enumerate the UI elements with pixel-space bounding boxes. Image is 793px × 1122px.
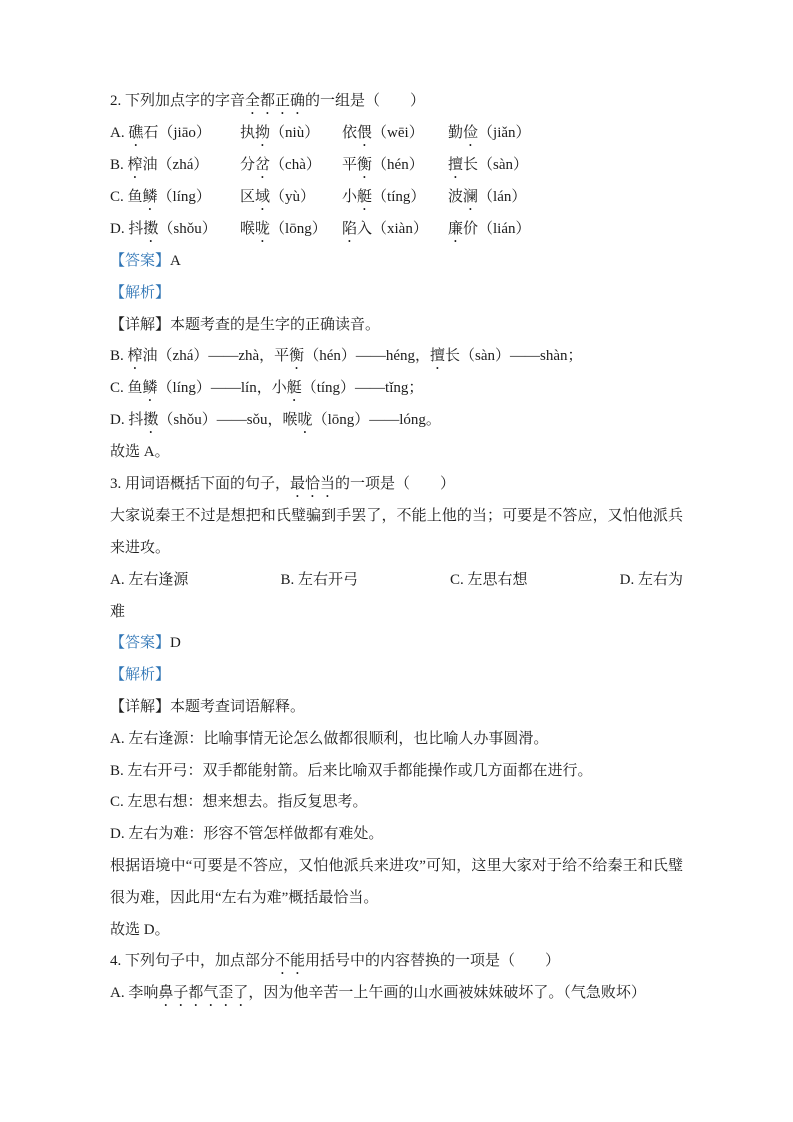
q2-conclusion [110, 437, 683, 469]
exam-content [110, 86, 683, 1010]
text-segment: 区 [240, 189, 256, 205]
q2-option-a [110, 118, 683, 150]
emphasis-dotted-text: 岔 [255, 157, 271, 173]
text-segment: （tíng） [372, 189, 426, 205]
option-column [450, 565, 528, 597]
option-column [240, 150, 342, 182]
text-segment: 的一项是（ ） [335, 476, 456, 493]
q3-explain-a [110, 724, 683, 756]
text-segment: 执 [240, 125, 256, 141]
q2-correction-c [110, 373, 683, 405]
option-column [110, 118, 240, 150]
text-segment: B. [110, 157, 128, 173]
text-segment: C. 鱼 [110, 189, 143, 205]
option-column [110, 214, 240, 246]
emphasis-dotted-text: 擅 [448, 157, 464, 173]
text-segment: 石（jiāo） [143, 125, 211, 141]
q4-title [110, 946, 683, 978]
q2-option-d [110, 214, 683, 246]
text-segment: 油（zhá） [142, 157, 209, 173]
q3-options [110, 565, 683, 597]
text-segment: 的一组是（ ） [305, 93, 426, 109]
text-segment: （jiǎn） [478, 125, 531, 141]
q2-option-b [110, 150, 683, 182]
text-segment: 用括号中的内容替换的一项是（ ） [305, 953, 561, 970]
text-segment: （niù） [270, 125, 320, 141]
text-segment: 价（lián） [463, 221, 531, 237]
text-segment: 分 [240, 157, 256, 173]
text-segment: 故选 A。 [110, 444, 170, 461]
q3-passage [110, 501, 683, 565]
text-segment: （wēi） [372, 125, 424, 141]
q3-explain-d [110, 819, 683, 851]
label-tag: 【解析】 [110, 667, 171, 684]
text-segment: A. [110, 125, 129, 141]
text-segment: B. [110, 348, 128, 365]
option-column [240, 118, 342, 150]
text-segment: ，因为他辛苦一上午画的山水画被妹妹破坏了。（气急败坏） [248, 985, 646, 1002]
emphasis-dotted-text: 衡 [289, 348, 305, 365]
emphasis-dotted-text: 擅 [430, 348, 446, 365]
text-segment: （líng） [157, 189, 211, 205]
text-segment: 难 [110, 603, 126, 620]
text-segment: A. 左右逢源：比喻事情无论怎么做都很顺利，也比喻人办事圆滑。 [110, 730, 549, 747]
text-segment: （hén） [372, 157, 424, 173]
emphasis-dotted-text: 俭 [463, 125, 479, 141]
option-column [448, 150, 683, 182]
emphasis-dotted-text: 澜 [463, 189, 479, 205]
text-segment: （shǒu）——sǒu，喉 [158, 412, 298, 429]
text-segment: 长（sàn）——shàn； [445, 348, 583, 365]
text-segment: 波 [448, 189, 464, 205]
text-segment: （shǒu） [158, 221, 217, 237]
text-segment: 依 [342, 125, 358, 141]
option-column [448, 214, 683, 246]
emphasis-dotted-text: 衡 [357, 157, 373, 173]
emphasis-dotted-text: 鼻子都气歪了 [158, 985, 249, 1002]
q3-detail [110, 692, 683, 724]
q3-answer [110, 628, 683, 660]
label-tag: 【解析】 [110, 284, 171, 301]
option-column [448, 118, 683, 150]
text-segment: 3. 用词语概括下面的句子， [110, 476, 291, 493]
text-segment: A. 左右逢源 [110, 571, 189, 588]
q2-option-c [110, 182, 683, 214]
option-column [620, 565, 683, 597]
emphasis-dotted-text: 咙 [255, 221, 271, 237]
text-segment: （yù） [270, 189, 316, 205]
option-column [448, 182, 683, 214]
label-tag: 【答案】 [110, 635, 171, 652]
text-segment: 平 [342, 157, 358, 173]
emphasis-dotted-text: 不能 [275, 953, 306, 970]
emphasis-dotted-text: 艇 [286, 380, 302, 397]
text-segment: 长（sàn） [463, 157, 529, 173]
text-segment: （líng）——lín，小 [157, 380, 287, 397]
text-segment: （tíng）——tǐng； [301, 380, 424, 397]
text-segment: C. 左思右想：想来想去。指反复思考。 [110, 794, 368, 811]
text-segment: D. 抖 [110, 221, 144, 237]
emphasis-dotted-text: 最恰当 [290, 476, 336, 493]
q3-explain-b [110, 756, 683, 788]
emphasis-dotted-text: 咙 [297, 412, 313, 429]
emphasis-dotted-text: 全都正确 [245, 93, 306, 109]
text-segment: D. 左右为难：形容不管怎样做都有难处。 [110, 826, 384, 843]
text-segment: D [170, 635, 181, 652]
q4-option-a [110, 978, 683, 1010]
text-segment: 4. 下列句子中，加点部分 [110, 953, 276, 970]
text-segment: A [170, 253, 181, 269]
option-column [240, 214, 342, 246]
option-column [342, 118, 448, 150]
emphasis-dotted-text: 偎 [357, 125, 373, 141]
emphasis-dotted-text: 鳞 [142, 380, 158, 397]
option-column [342, 182, 448, 214]
text-segment: 入（xiàn） [357, 221, 428, 237]
text-segment: 故选 D。 [110, 921, 170, 938]
label-tag: 【答案】 [110, 253, 171, 269]
text-segment: C. 左思右想 [450, 571, 528, 588]
text-segment: D. 抖 [110, 412, 144, 429]
text-segment: 【详解】本题考查的是生字的正确读音。 [110, 316, 381, 333]
emphasis-dotted-text: 廉 [448, 221, 464, 237]
emphasis-dotted-text: 鳞 [142, 189, 158, 205]
text-segment: A. 李响 [110, 985, 159, 1002]
q3-analysis-label [110, 660, 683, 692]
text-segment: D. 左右为 [619, 571, 683, 588]
text-segment: （lōng） [270, 221, 327, 237]
emphasis-dotted-text: 榨 [127, 348, 143, 365]
text-segment: 喉 [240, 221, 256, 237]
option-column [240, 182, 342, 214]
q3-explain-c [110, 787, 683, 819]
q3-conclusion [110, 915, 683, 947]
emphasis-dotted-text: 陷 [342, 221, 358, 237]
q2-analysis-label [110, 278, 683, 310]
text-segment: 大家说秦王不过是想把和氏璧骗到手罢了，不能上他的当；可要是不答应，又怕他派兵来进攻。 [110, 508, 683, 556]
q2-detail [110, 310, 683, 342]
option-column [280, 565, 358, 597]
text-segment: 小 [342, 189, 358, 205]
text-segment: 2. 下列加点字的字音 [110, 93, 246, 109]
emphasis-dotted-text: 擞 [143, 221, 159, 237]
q3-option-d-wrap [110, 597, 683, 629]
q3-title [110, 469, 683, 501]
text-segment: 油（zhá）——zhà，平 [142, 348, 290, 365]
text-segment: （chà） [270, 157, 321, 173]
option-column [342, 150, 448, 182]
text-segment: 【详解】本题考查词语解释。 [110, 698, 306, 715]
emphasis-dotted-text: 拗 [255, 125, 271, 141]
text-segment: （lán） [478, 189, 527, 205]
text-segment: （lōng）——lóng。 [312, 412, 441, 429]
q2-correction-b [110, 341, 683, 373]
q3-context [110, 851, 683, 915]
emphasis-dotted-text: 擞 [143, 412, 159, 429]
option-column [110, 565, 188, 597]
text-segment: （hén）——héng， [304, 348, 431, 365]
option-column [110, 150, 240, 182]
emphasis-dotted-text: 域 [255, 189, 271, 205]
q2-answer [110, 246, 683, 278]
emphasis-dotted-text: 礁 [128, 125, 144, 141]
emphasis-dotted-text: 榨 [127, 157, 143, 173]
option-column [110, 182, 240, 214]
option-column [342, 214, 448, 246]
text-segment: 根据语境中“可要是不答应，又怕他派兵来进攻”可知，这里大家对于给不给秦王和氏璧很为难，因此用“左右为难”概括最恰当。 [110, 857, 683, 906]
text-segment: B. 左右开弓 [280, 571, 358, 588]
text-segment: 勤 [448, 125, 464, 141]
q2-title [110, 86, 683, 118]
emphasis-dotted-text: 艇 [357, 189, 373, 205]
text-segment: B. 左右开弓：双手都能射箭。后来比喻双手都能操作或几方面都在进行。 [110, 762, 593, 779]
q2-correction-d [110, 405, 683, 437]
text-segment: C. 鱼 [110, 380, 143, 397]
